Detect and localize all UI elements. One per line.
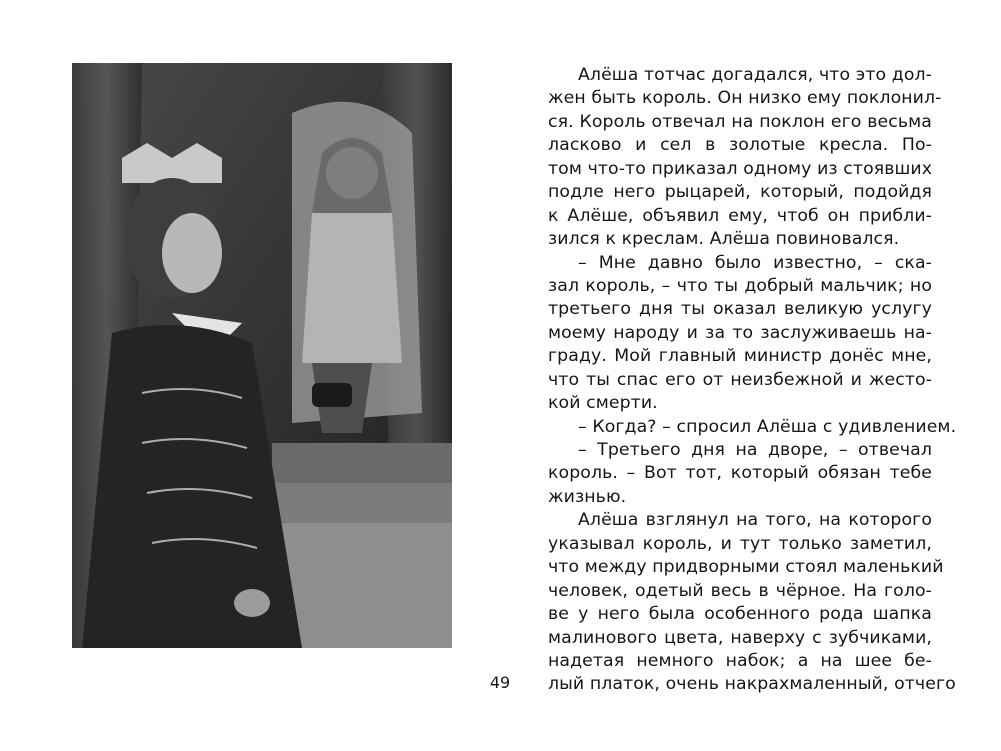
page-number: 49 <box>489 673 511 692</box>
text-line: зился к креслам. Алёша повиновался. <box>548 229 900 250</box>
text-line: том что-то приказал одному из стоявших <box>548 158 933 179</box>
text-line: ся. Король отвечал на поклон его весьма <box>548 111 932 132</box>
text-line: подле него рыцарей, который, подойдя <box>548 182 932 203</box>
text-line: что ты спас его от неизбежной и жесто- <box>548 369 932 390</box>
text-line: король. – Вот тот, который обязан тебе <box>548 463 932 484</box>
text-line: к Алёше, объявил ему, чтоб он прибли- <box>548 205 932 226</box>
illustration <box>72 63 452 648</box>
text-line: – Мне давно было известно, – ска- <box>578 252 932 273</box>
text-line: третьего дня ты оказал великую услугу <box>548 299 932 320</box>
text-line: что между придворными стоял маленький <box>548 557 944 578</box>
text-line: – Третьего дня на дворе, – отвечал <box>578 440 932 460</box>
main-text <box>548 64 957 697</box>
text-line: зал король, – что ты добрый мальчик; но <box>548 275 932 296</box>
text-line: ве у него была особенного рода шапка <box>548 604 932 625</box>
text-line: моему народу и за то заслуживаешь на- <box>548 322 932 343</box>
text-line: – Когда? – спросил Алёша с удивлением. <box>578 416 957 437</box>
text-line: кой смерти. <box>548 393 658 414</box>
text-line: лый платок, очень накрахмаленный, отчего <box>548 674 956 695</box>
text-line: человек, одетый весь в чёрное. На голо- <box>548 580 932 601</box>
text-line: жен быть король. Он низко ему поклонил- <box>548 88 942 109</box>
text-line: малинового цвета, наверху с зубчиками, <box>548 627 932 648</box>
text-line: ласково и сел в золотые кресла. По- <box>548 135 932 156</box>
king-and-boy-picture <box>72 63 452 648</box>
text-line: Алёша взглянул на того, на которого <box>578 510 932 531</box>
text-line: граду. Мой главный министр донёс мне, <box>548 346 932 367</box>
text-line: указывал король, и тут только заметил, <box>548 533 932 554</box>
text-line: Алёша тотчас догадался, что это дол- <box>578 65 932 85</box>
text-line: жизнью. <box>548 486 627 507</box>
text-line: надетая немного набок; а на шее бе- <box>548 650 932 671</box>
